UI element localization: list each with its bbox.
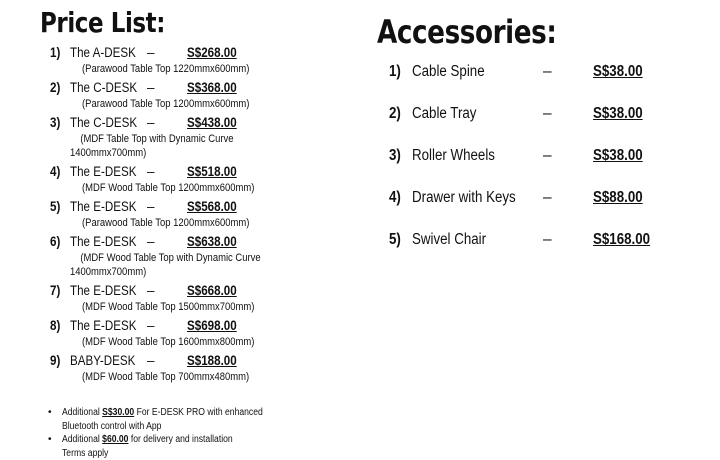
accessories-items: [377, 62, 707, 272]
item-dash: –: [147, 163, 155, 181]
item-name: The E-DESK: [70, 198, 136, 216]
item-name: The C-DESK: [70, 79, 137, 97]
accessory-number: 3): [389, 146, 401, 166]
item-dash: –: [147, 233, 155, 251]
item-price: S$188.00: [187, 352, 237, 370]
accessory-price: S$168.00: [593, 230, 650, 250]
accessory-name: Swivel Chair: [412, 230, 486, 250]
accessory-item: [377, 188, 707, 230]
price-item: [40, 44, 360, 76]
terms-note: [40, 447, 302, 460]
item-number: 6): [50, 233, 60, 251]
item-dash: –: [147, 44, 155, 62]
item-description: (MDF Table Top with Dynamic Curve 1400mmx700mm): [40, 132, 300, 160]
item-name: The E-DESK: [70, 163, 136, 181]
item-number: 4): [50, 163, 60, 181]
accessory-number: 2): [389, 104, 401, 124]
price-item: [40, 352, 360, 384]
note-suffix: For E-DESK PRO with enhanced Bluetooth control with App: [62, 407, 263, 432]
price-item: [40, 198, 360, 230]
item-description: (Parawood Table Top 1200mmx600mm): [40, 97, 360, 111]
item-price: S$638.00: [187, 233, 237, 251]
item-number: 7): [50, 282, 60, 300]
item-number: 2): [50, 79, 60, 97]
item-dash: –: [147, 198, 155, 216]
note-amount: S$30.00: [102, 407, 134, 418]
item-number: 8): [50, 317, 60, 335]
item-name: The A-DESK: [70, 44, 136, 62]
accessory-dash: –: [543, 230, 552, 250]
accessory-item: [377, 146, 707, 188]
note-suffix: for delivery and installation: [128, 434, 232, 445]
accessory-dash: –: [543, 188, 552, 208]
item-dash: –: [147, 352, 155, 370]
item-price: S$438.00: [187, 114, 237, 132]
accessory-price: S$38.00: [593, 62, 643, 82]
accessory-name: Drawer with Keys: [412, 188, 516, 208]
item-dash: –: [147, 282, 155, 300]
item-price: S$698.00: [187, 317, 237, 335]
price-item: [40, 114, 360, 160]
terms-text: Terms apply: [62, 447, 108, 460]
price-item: [40, 282, 360, 314]
accessory-number: 4): [389, 188, 401, 208]
price-item: [40, 317, 360, 349]
price-list-items: [40, 44, 360, 384]
accessories-title: Accessories:: [377, 12, 648, 52]
item-name: BABY-DESK: [70, 352, 135, 370]
note-prefix: Additional: [62, 434, 102, 445]
item-name: The C-DESK: [70, 114, 137, 132]
accessory-name: Cable Tray: [412, 104, 476, 124]
accessory-price: S$38.00: [593, 104, 643, 124]
accessory-item: [377, 230, 707, 272]
price-notes: [40, 406, 360, 460]
item-name: The E-DESK: [70, 233, 136, 251]
accessories-section: [377, 12, 707, 272]
note-item: [40, 406, 302, 433]
item-number: 5): [50, 198, 60, 216]
item-price: S$668.00: [187, 282, 237, 300]
item-name: The E-DESK: [70, 282, 136, 300]
accessory-number: 1): [389, 62, 401, 82]
item-description: (Parawood Table Top 1220mmx600mm): [40, 62, 360, 76]
accessory-dash: –: [543, 62, 552, 82]
item-description: (MDF Wood Table Top with Dynamic Curve 1400mmx700mm): [40, 251, 300, 279]
item-dash: –: [147, 114, 155, 132]
bullet-icon: •: [48, 433, 52, 447]
accessory-name: Roller Wheels: [412, 146, 495, 166]
item-description: (MDF Wood Table Top 1200mmx600mm): [40, 181, 360, 195]
item-price: S$368.00: [187, 79, 237, 97]
item-price: S$568.00: [187, 198, 237, 216]
price-list-section: [40, 6, 360, 460]
note-prefix: Additional: [62, 407, 102, 418]
item-dash: –: [147, 317, 155, 335]
item-dash: –: [147, 79, 155, 97]
item-description: (MDF Wood Table Top 1600mmx800mm): [40, 335, 360, 349]
item-number: 9): [50, 352, 60, 370]
item-number: 3): [50, 114, 60, 132]
accessory-price: S$38.00: [593, 146, 643, 166]
note-item: [40, 433, 302, 447]
bullet-icon: •: [48, 406, 52, 420]
accessory-item: [377, 62, 707, 104]
item-description: (MDF Wood Table Top 1500mmx700mm): [40, 300, 360, 314]
accessory-price: S$88.00: [593, 188, 643, 208]
price-item: [40, 233, 360, 279]
price-item: [40, 163, 360, 195]
item-description: (Parawood Table Top 1200mmx600mm): [40, 216, 360, 230]
price-list-title: Price List:: [40, 6, 302, 40]
accessory-dash: –: [543, 104, 552, 124]
item-number: 1): [50, 44, 60, 62]
item-description: (MDF Wood Table Top 700mmx480mm): [40, 370, 360, 384]
accessory-dash: –: [543, 146, 552, 166]
note-amount: $60.00: [102, 434, 128, 445]
item-name: The E-DESK: [70, 317, 136, 335]
accessory-number: 5): [389, 230, 401, 250]
item-price: S$268.00: [187, 44, 237, 62]
price-item: [40, 79, 360, 111]
accessory-item: [377, 104, 707, 146]
accessory-name: Cable Spine: [412, 62, 485, 82]
item-price: S$518.00: [187, 163, 237, 181]
